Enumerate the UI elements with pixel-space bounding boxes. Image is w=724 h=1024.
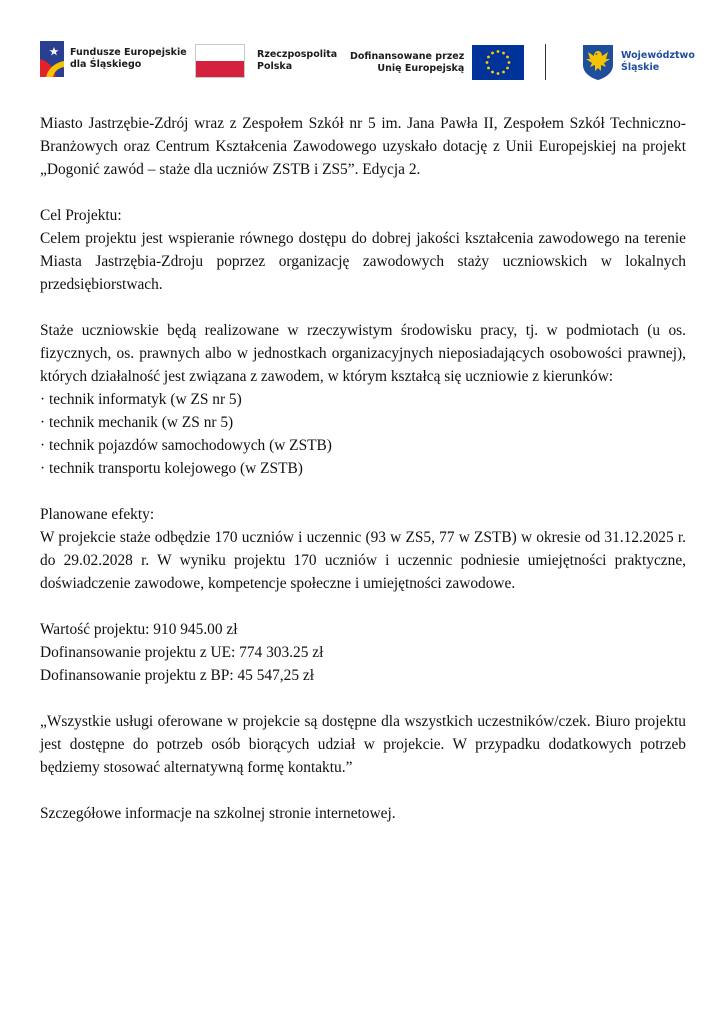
- logo-separator: [545, 44, 546, 80]
- eu-flag-icon: [472, 45, 524, 80]
- document-body: [40, 112, 686, 825]
- specialization-item: · technik pojazdów samochodowych (w ZSTB): [40, 437, 332, 454]
- poland-flag-icon: [195, 44, 245, 78]
- goal-heading: Cel Projektu:: [40, 207, 122, 224]
- silesia-line2: Śląskie: [621, 62, 660, 73]
- intro-paragraph: Miasto Jastrzębie-Zdrój wraz z Zespołem Szkół nr 5 im. Jana Pawła II, Zespołem Szkół Techniczno-Branżowych oraz Centrum Kształcenia Zawodowego uzyskało dotację z Unii Europejskiej na projekt „Dogonić zawód – staże dla uczniów ZSTB i ZS5”. Edycja 2.: [40, 115, 686, 178]
- effects-heading: Planowane efekty:: [40, 506, 155, 523]
- more-info: Szczegółowe informacje na szkolnej stronie internetowej.: [40, 805, 396, 822]
- effects-paragraph: W projekcie staże odbędzie 170 uczniów i uczennic (93 w ZS5, 77 w ZSTB) w okresie od 31.12.2025 r. do 29.02.2028 r. W wyniku projektu 170 uczniów i uczennic podniesie umiejętności praktyczne, doświadczenie zawodowe, kompetencje społeczne i umiejętności zawodowe.: [40, 529, 686, 592]
- eu-line2: Unię Europejską: [377, 62, 465, 74]
- bp-funding: Dofinansowanie projektu z BP: 45 547,25 zł: [40, 667, 314, 684]
- eu-funds-line1: Fundusze Europejskie: [70, 47, 187, 58]
- specialization-item: · technik transportu kolejowego (w ZSTB): [40, 460, 303, 477]
- project-value: Wartość projektu: 910 945.00 zł: [40, 621, 238, 638]
- eu-funds-line2: dla Śląskiego: [70, 59, 142, 70]
- poland-logo: [195, 44, 337, 78]
- internships-paragraph: Staże uczniowskie będą realizowane w rzeczywistym środowisku pracy, tj. w podmiotach (u os. fizycznych, os. prawnych albo w jednostkach organizacyjnych nieposiadających osobowości prawnej), których działalność jest związana z zawodem, w którym kształcą się uczniowie z kierunków:: [40, 322, 686, 385]
- logo-bar: [0, 0, 724, 110]
- eu-funding: Dofinansowanie projektu z UE: 774 303.25 zł: [40, 644, 324, 661]
- eu-funds-icon: [40, 41, 64, 77]
- specialization-item: · technik mechanik (w ZS nr 5): [40, 414, 234, 431]
- accessibility-paragraph: „Wszystkie usługi oferowane w projekcie są dostępne dla wszystkich uczestników/czek. Biuro projektu jest dostępne do potrzeb osób biorących udział w projekcie. W przypadku dodatkowych potrzeb będziemy stosować alternatywną formę kontaktu.”: [40, 713, 686, 776]
- eu-line1: Dofinansowane przez: [350, 50, 465, 62]
- eu-logo: [350, 45, 524, 80]
- poland-line1: Rzeczpospolita: [257, 49, 338, 60]
- silesia-logo: [581, 43, 695, 81]
- poland-line2: Polska: [257, 61, 293, 72]
- specialization-item: · technik informatyk (w ZS nr 5): [40, 391, 242, 408]
- eu-funds-logo: [40, 41, 187, 77]
- silesian-eagle-coat-of-arms-icon: [581, 43, 615, 81]
- goal-paragraph: Celem projektu jest wspieranie równego dostępu do dobrej jakości kształcenia zawodowego na terenie Miasta Jastrzębia-Zdroju poprzez organizację zawodowych staży uczniowskich w lokalnych przedsiębiorstwach.: [40, 230, 686, 293]
- silesia-line1: Województwo: [621, 50, 695, 61]
